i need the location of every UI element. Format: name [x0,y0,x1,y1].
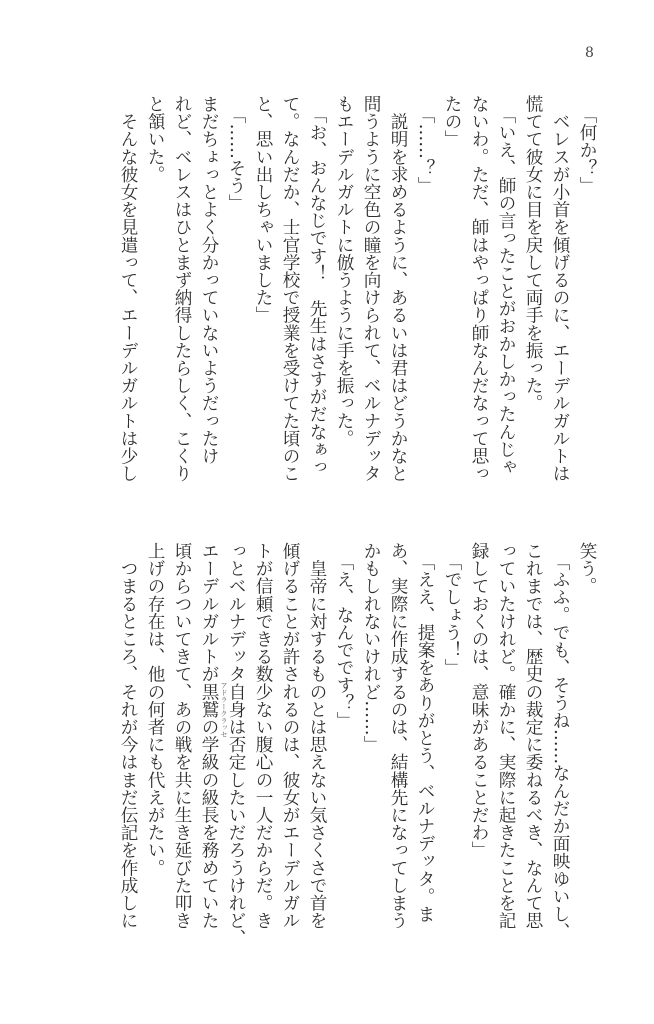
text-column: て。なんだか、士官学校で授業を受けてた頃のこ [280,95,300,483]
text-column: 慌てて彼女に目を戻して両手を振った。 [523,95,543,412]
text-column: れど、ベレスはひとまず納得したらしく、こくり [172,95,192,483]
text-column: っていたけれど。確かに、実際に起きたことを記 [496,542,516,930]
text-column: 録しておくのは、意味があることだわ」 [469,542,489,859]
ruby-annotation: アドラークラッセ [220,681,228,738]
text-column: そんな彼女を見遣って、エーデルガルトは少し [118,95,138,483]
text-column: 「ええ、提案をありがとう、ベルナデッタ。ま [415,552,435,923]
lower-text-block [114,542,600,947]
text-segment: エーデルガルトが [199,542,219,683]
text-column: 「何か？」 [577,105,597,194]
text-column: 問うように空色の瞳を向けられて、ベルナデッタ [361,95,381,483]
text-column: 「……？」 [415,105,435,194]
text-column: かもしれないけれど……」 [361,542,381,754]
text-column: ベレスが小首を傾げるのに、エーデルガルトは [550,95,570,483]
text-column: 「でしょう！」 [442,552,462,676]
text-column: っとベルナデッタ自身は否定したいだろうけれど、 [226,542,246,947]
text-column: 皇帝に対するものとは思えない気さくさで首を [307,542,327,930]
text-column [195,542,228,932]
text-column: 「いえ、師の言ったことがおかしかったんじゃ [496,105,516,476]
text-column: と頷いた。 [145,95,165,183]
text-column: 「……そう」 [226,105,246,212]
text-column: たの」 [442,95,462,148]
text-column: 傾げることが許されるのは、彼女がエーデルガル [280,542,300,930]
text-column: 説明を求めるように、あるいは君はどうかなと [388,95,408,483]
text-column: まだちょっとよく分かっていないようだったけ [199,95,219,465]
text-column: これまでは、歴史の裁定に委ねるべき、なんて思 [523,542,543,930]
text-segment: の学級の級長を務めていた [199,718,219,930]
text-column: あ、実際に作成するのは、結構先になってしまう [388,542,408,930]
text-column: ないわ。ただ、師はやっぱり師なんだなって思っ [469,95,489,483]
text-column: 「え、なんでです？」 [334,552,354,729]
text-column: トが信頼できる数少ない腹心の一人だからだ。き [253,542,273,930]
upper-text-block [114,95,600,485]
text-column: 上げの存在は、他の何者にも代えがたい。 [145,542,165,877]
text-column: 「ふふ。でも、そうね……なんだか面映ゆいし、 [550,552,570,940]
text-column: 「お、おんなじです！ 先生はさすがだなぁっ [307,105,327,476]
text-column: 頃からついてきて、あの戦を共に生き延びた叩き [172,542,192,930]
text-column: と、思い出しちゃいました」 [253,95,273,324]
ruby-base-text: 黒鷲 [199,682,219,719]
text-column: 笑う。 [577,542,597,595]
text-column: もエーデルガルトに倣うように手を振った。 [334,95,354,447]
page-number: 8 [585,45,594,61]
ruby-base [199,681,228,738]
text-column: つまるところ、それが今はまだ伝記を作成しに [118,542,138,930]
